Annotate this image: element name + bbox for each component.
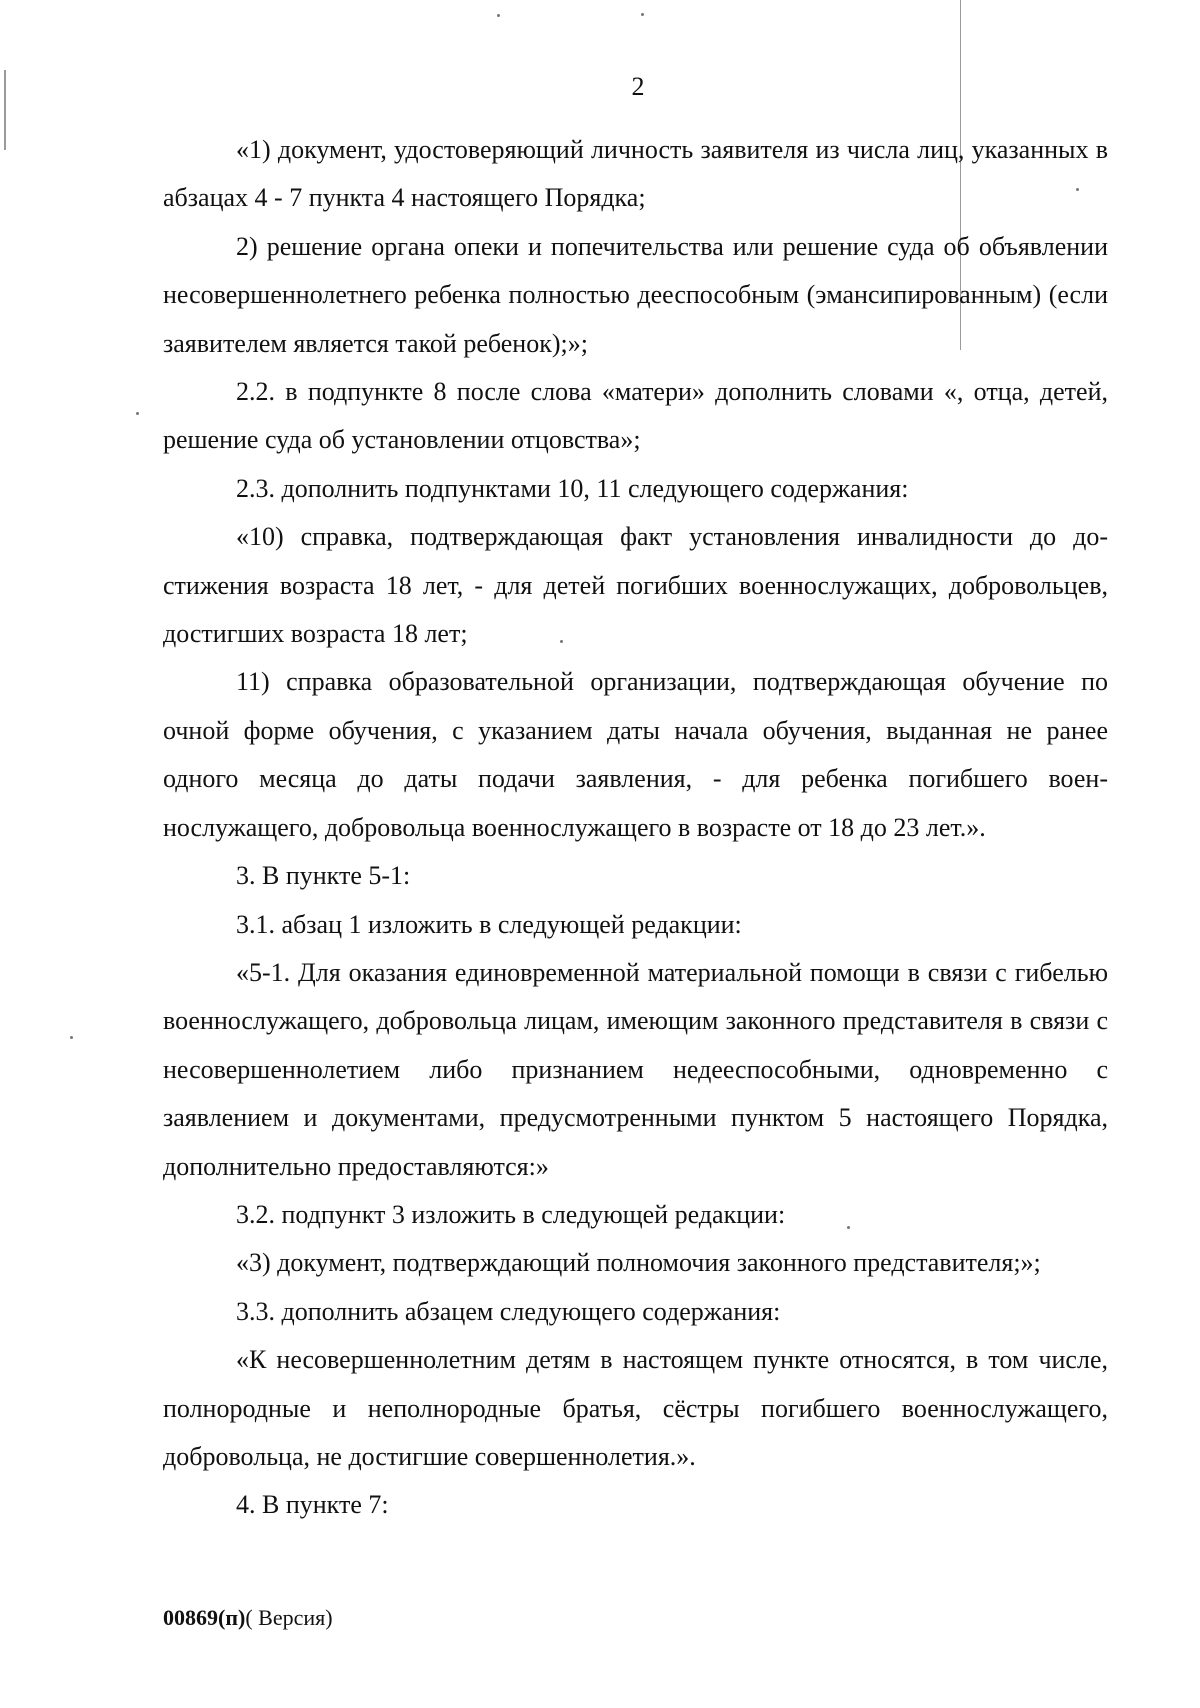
paragraph: «К несовершеннолетним детям в настоящем пункте относятся, в том числе, полнородные и неполнородные братья, сёстры погибшего военнослужащего, добровольца, не достигшие совершеннолетия.». [163, 1345, 1108, 1471]
paragraph: 3.2. подпункт 3 изложить в следующей редакции: [236, 1199, 786, 1229]
paragraph: «3) документ, подтверждающий полномочия законного представителя;»; [236, 1248, 1041, 1278]
scan-artifact-dot [497, 14, 500, 17]
scan-artifact-dot [641, 13, 644, 16]
paragraph: «10) справка, подтверждающая факт установления инвалидности до достижения возраста 18 лет, - для детей погибших военнослужащих, добровольцев, достигших возраста 18 лет; [163, 522, 1108, 649]
paragraph: 4. В пункте 7: [236, 1490, 389, 1520]
paragraph: 3.1. абзац 1 изложить в следующей редакции: [236, 909, 742, 939]
scan-artifact-dot [70, 1036, 73, 1039]
paragraph: 2.3. дополнить подпунктами 10, 11 следующего содержания: [236, 473, 909, 503]
paragraph: «1) документ, удостоверяющий личность заявителя из числа лиц, указанных в абзацах 4 - 7 пункта 4 настоящего Порядка; [163, 135, 1108, 213]
document-footer [163, 1605, 333, 1631]
document-body [163, 126, 1108, 1530]
page-number: 2 [631, 72, 645, 101]
paragraph: 2) решение органа опеки и попечительства или решение суда об объявлении несовершеннолетнего ребенка полностью дееспособным (эмансипированным) (если заявителем является такой ребенок);»; [163, 231, 1108, 358]
paragraph: 3. В пункте 5-1: [236, 861, 411, 891]
paragraph: 11) справка образовательной организации, подтверждающая обучение по очной форме обучения, с указанием даты начала обучения, выданная не ранее одного месяца до даты подачи заявления, - для ребенка погибшего военнослужащего, добровольца военнослужащего в возрасте от 18 до 23 лет.». [163, 667, 1108, 842]
paragraph: «5-1. Для оказания единовременной материальной помощи в связи с гибелью военнослужащего, добровольца лицам, имеющим законного представителя в связи с несовершеннолетием либо признанием недееспособными, одновременно с заявлением и документами, предусмотренными пунктом 5 настоящего Порядка, дополнительно предоставляются:» [163, 957, 1108, 1181]
document-code: 00869(п) [163, 1605, 246, 1630]
paragraph: 2.2. в подпункте 8 после слова «матери» дополнить словами «, отца, детей, решение суда об установлении отцовства»; [163, 377, 1108, 455]
paragraph: 3.3. дополнить абзацем следующего содержания: [236, 1296, 781, 1326]
scan-artifact-dot [136, 412, 139, 415]
document-version: ( Версия) [245, 1605, 333, 1630]
